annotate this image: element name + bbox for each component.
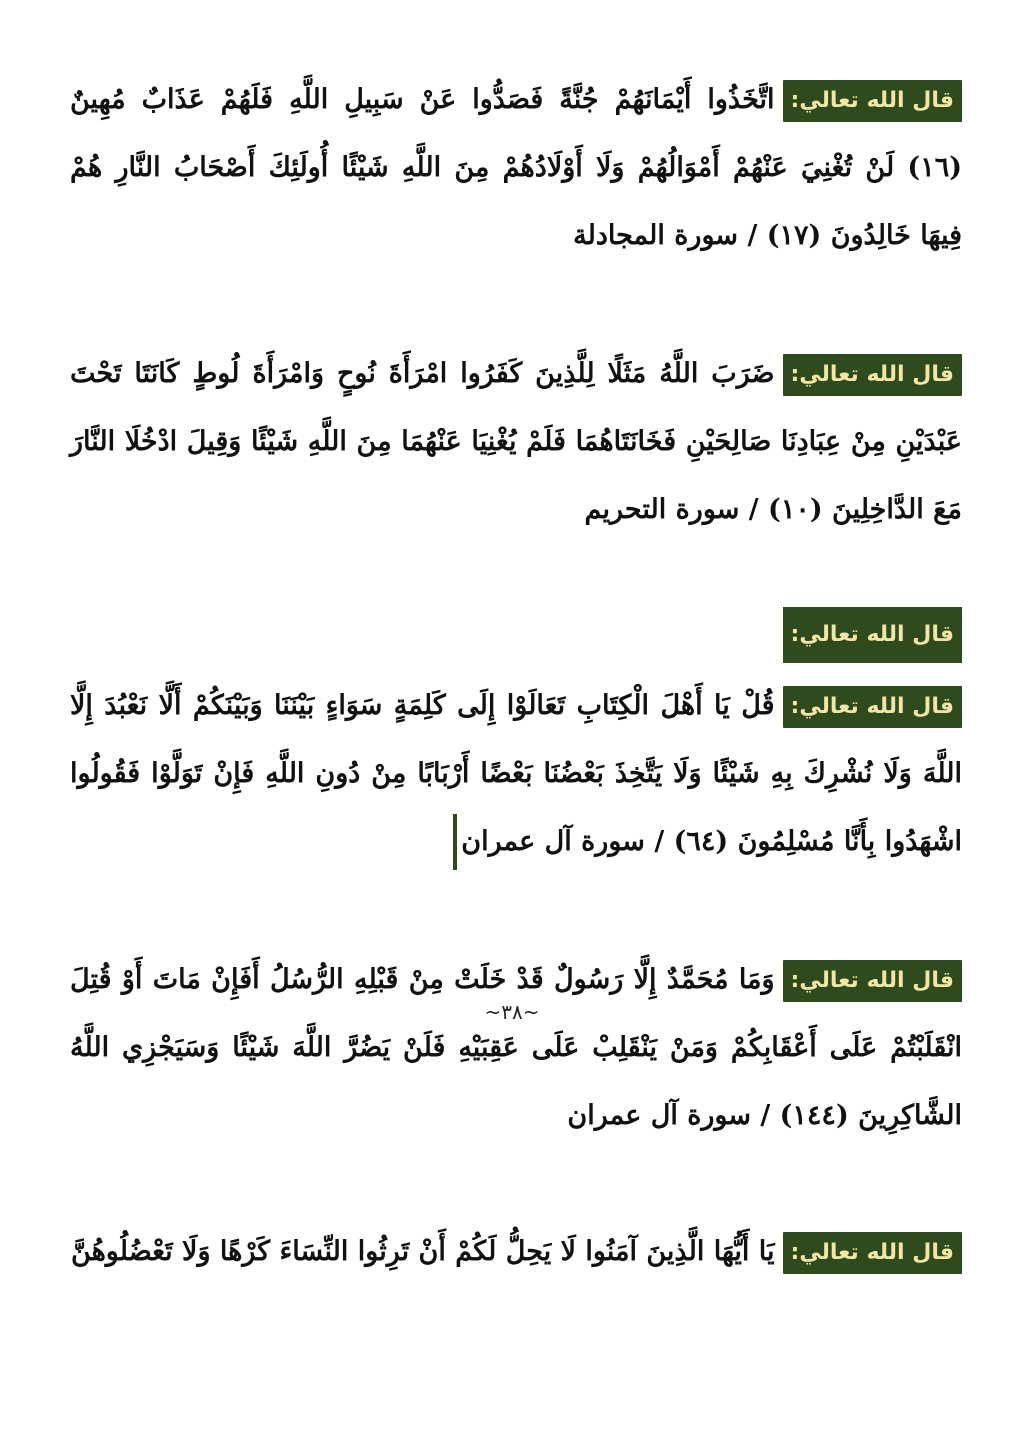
- verse-text: اتَّخَذُوا أَيْمَانَهُمْ جُنَّةً فَصَدُّوا عَنْ سَبِيلِ اللَّهِ فَلَهُمْ عَذَابٌ مُهِينٌ (١٦) لَنْ تُغْنِيَ عَنْهُمْ أَمْوَالُهُمْ وَلَا أَوْلَادُهُمْ مِنَ اللَّهِ شَيْئًا أُولَئِكَ أَصْحَابُ النَّارِ هُمْ فِيهَا خَالِدُونَ: [70, 84, 962, 251]
- verse-reference: (١٠) / سورة التحريم: [584, 494, 823, 525]
- verse-label: قال الله تعالي:: [783, 354, 962, 396]
- verse-block-2: [70, 340, 962, 544]
- verse-label: قال الله تعالي:: [783, 960, 962, 1002]
- verse-text: قُلْ يَا أَهْلَ الْكِتَابِ تَعَالَوْا إِلَى كَلِمَةٍ سَوَاءٍ بَيْنَنَا وَبَيْنَكُمْ أَلَّا نَعْبُدَ إِلَّا اللَّهَ وَلَا نُشْرِكَ بِهِ شَيْئًا وَلَا يَتَّخِذَ بَعْضُنَا بَعْضًا أَرْبَابًا مِنْ دُونِ اللَّهِ فَإِنْ تَوَلَّوْا فَقُولُوا اشْهَدُوا بِأَنَّا مُسْلِمُونَ: [70, 690, 962, 857]
- verse-label: قال الله تعالي:: [783, 686, 962, 728]
- verse-block-4: [70, 946, 962, 1150]
- standalone-label: قال الله تعالي:: [783, 607, 962, 663]
- verse-label: قال الله تعالي:: [783, 1232, 962, 1274]
- verse-reference: (١٧) / سورة المجادلة: [573, 220, 822, 251]
- verse-text: يَا أَيُّهَا الَّذِينَ آمَنُوا لَا يَحِلُّ لَكُمْ أَنْ تَرِثُوا النِّسَاءَ كَرْهًا وَلَا تَعْضُلُوهُنَّ: [71, 1236, 775, 1267]
- verse-block-1: [70, 66, 962, 270]
- verse-block-3: [70, 672, 962, 876]
- verse-text: وَمَا مُحَمَّدٌ إِلَّا رَسُولٌ قَدْ خَلَتْ مِنْ قَبْلِهِ الرُّسُلُ أَفَإِنْ مَاتَ أَوْ قُتِلَ انْقَلَبْتُمْ عَلَى أَعْقَابِكُمْ وَمَنْ يَنْقَلِبْ عَلَى عَقِبَيْهِ فَلَنْ يَضُرَّ اللَّهَ شَيْئًا وَسَيَجْزِي اللَّهُ الشَّاكِرِينَ: [70, 964, 962, 1131]
- verse-reference: (١٤٤) / سورة آل عمران: [567, 1100, 849, 1131]
- verse-block-5: [70, 1218, 962, 1286]
- verse-label: قال الله تعالي:: [783, 80, 962, 122]
- page-number: ~٣٨~: [484, 1000, 540, 1024]
- verse-text: ضَرَبَ اللَّهُ مَثَلًا لِلَّذِينَ كَفَرُوا امْرَأَةَ نُوحٍ وَامْرَأَةَ لُوطٍ كَانَتَا تَحْتَ عَبْدَيْنِ مِنْ عِبَادِنَا صَالِحَيْنِ فَخَانَتَاهُمَا فَلَمْ يُغْنِيَا عَنْهُمَا مِنَ اللَّهِ شَيْئًا وَقِيلَ ادْخُلَا النَّارَ مَعَ الدَّاخِلِينَ: [70, 358, 962, 525]
- verse-reference: (٦٤) / سورة آل عمران: [453, 814, 728, 870]
